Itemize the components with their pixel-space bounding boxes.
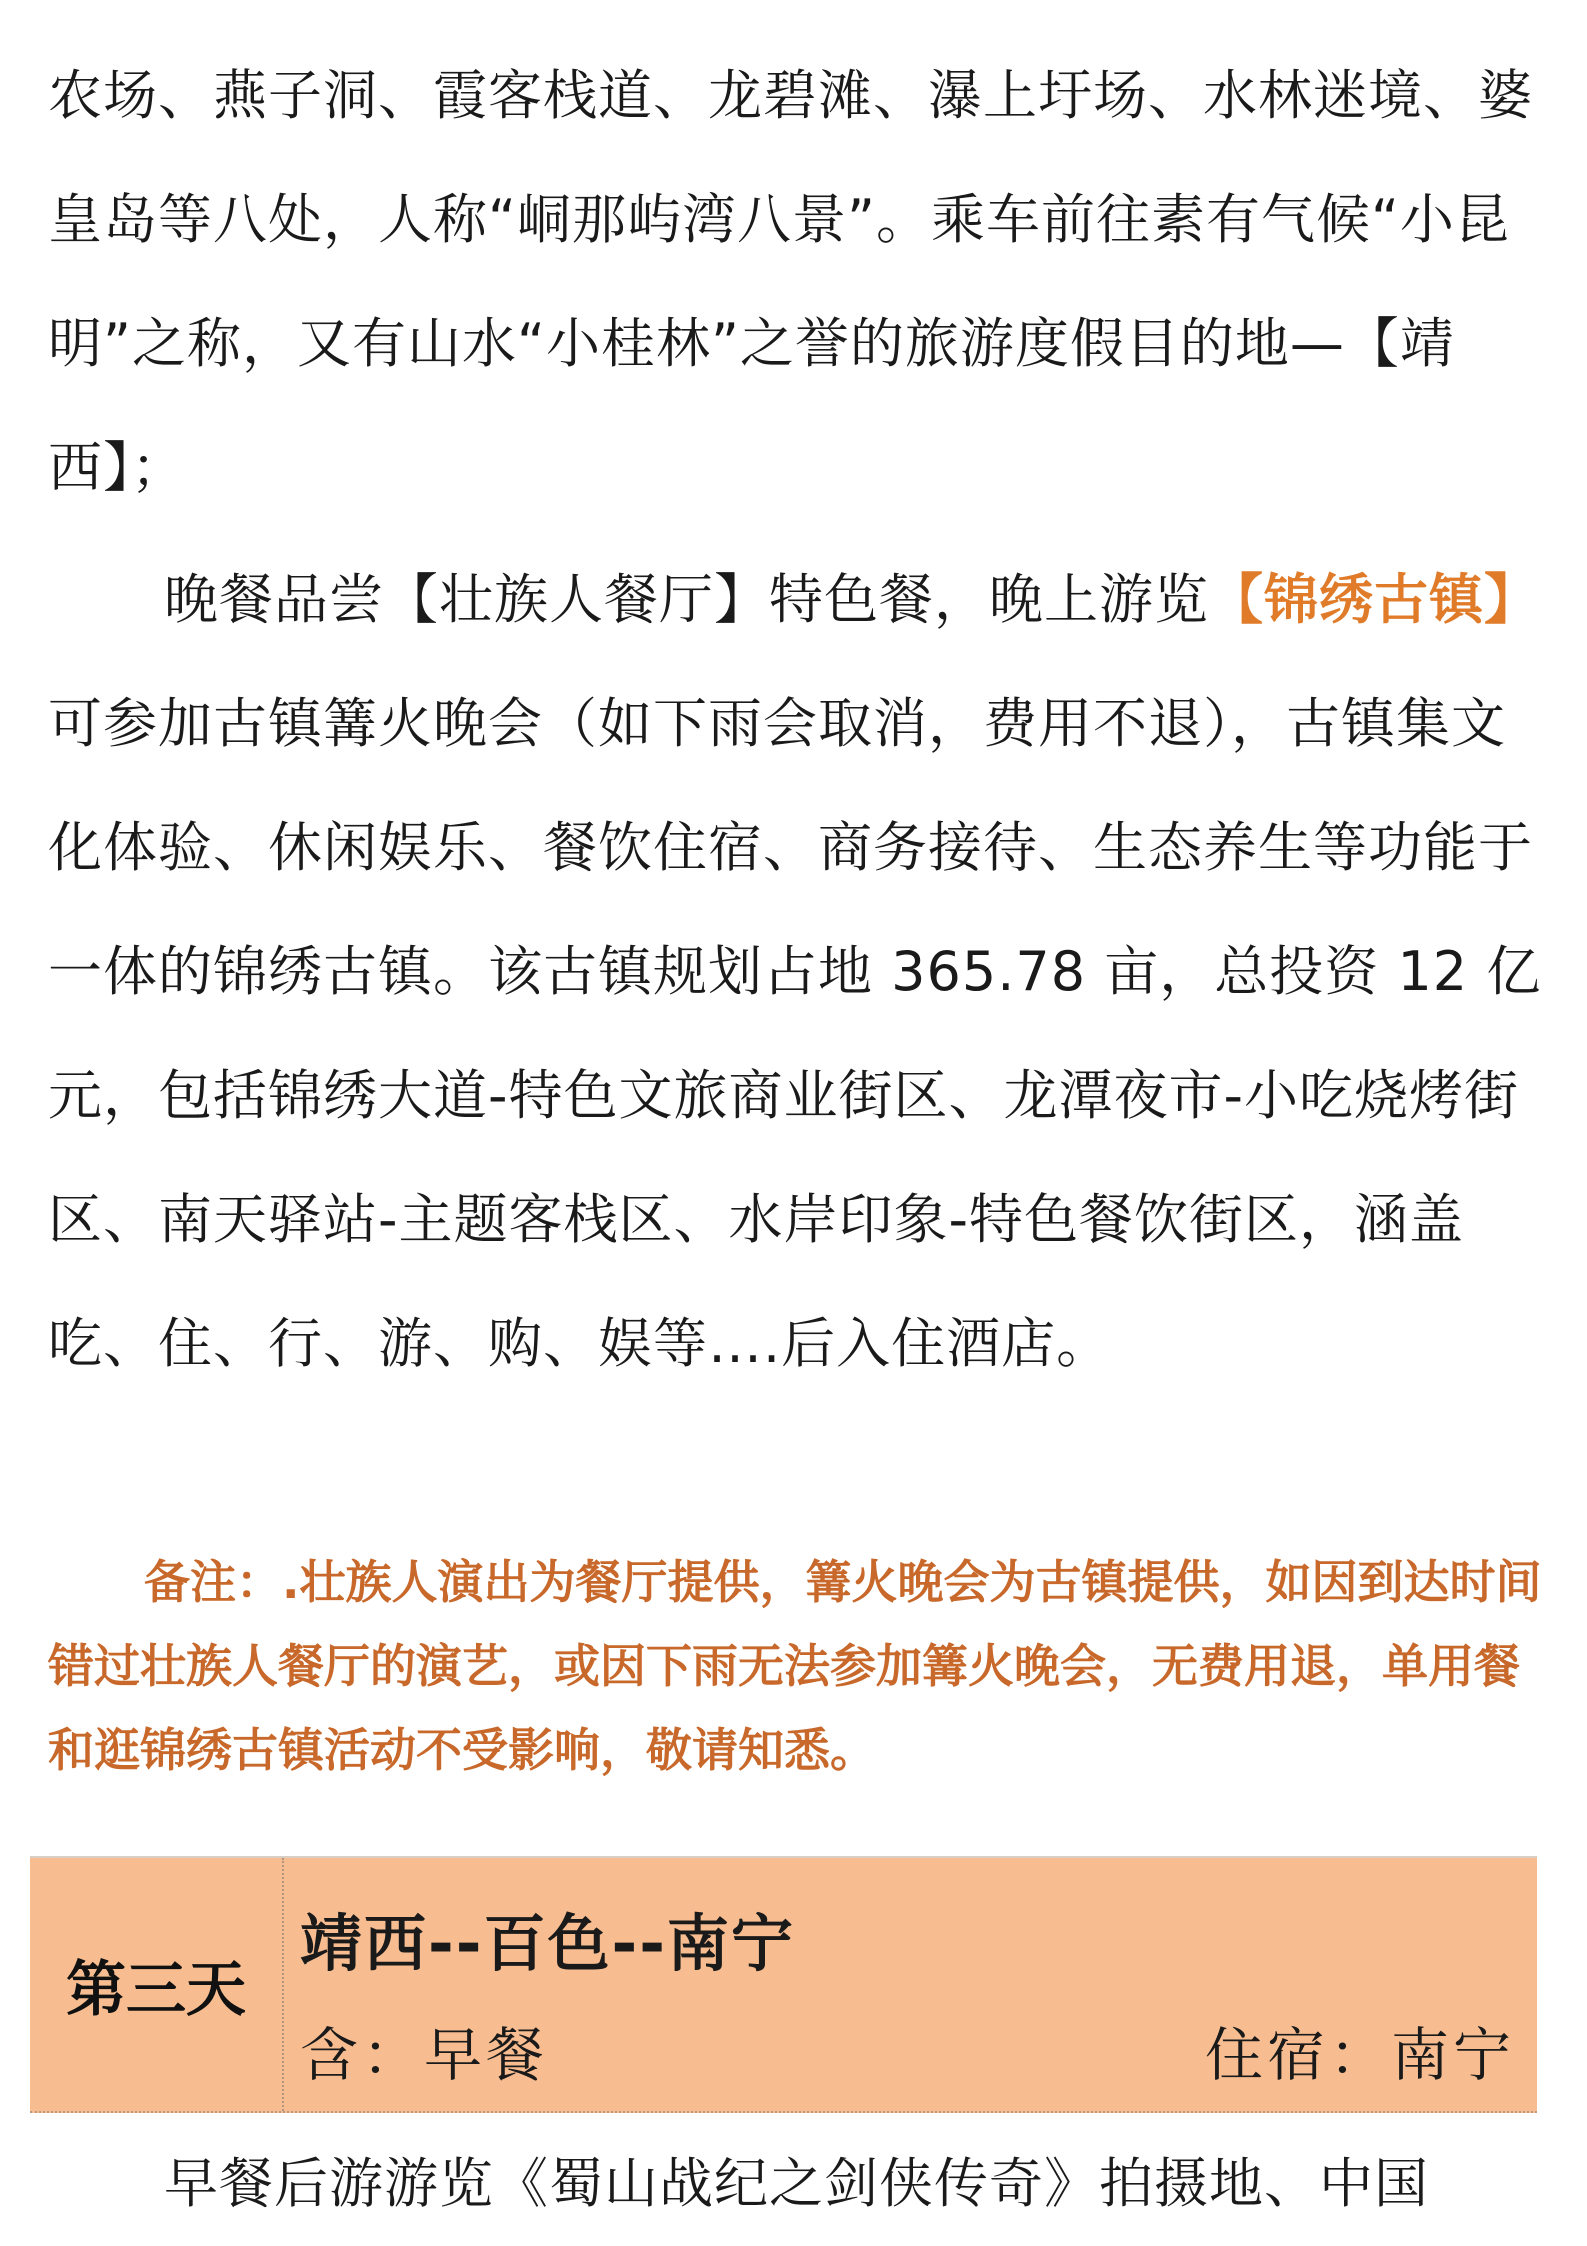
remark-note-text: 备注：.壮族人演出为餐厅提供，篝火晚会为古镇提供，如因到达时间错过壮族人餐厅的演艺，或因下雨无法参加篝火晚会，无费用退，单用餐和逛锦绣古镇活动不受影响，敬请知悉。 — [48, 1555, 1542, 1777]
day3-lodging: 住宿：南宁 — [1204, 2021, 1515, 2089]
evening-paragraph — [48, 538, 1548, 1406]
day3-label: 第三天 — [30, 1858, 284, 2111]
day3-intro-text: 早餐后游游览《蜀山战纪之剑侠传奇》拍摄地、中国 — [164, 2152, 1429, 2215]
day3-meals: 含：早餐 — [300, 2021, 549, 2089]
jinxiu-town-highlight: 【锦绣古镇】 — [1209, 568, 1539, 631]
remark-note — [48, 1540, 1548, 1792]
intro-text: 农场、燕子洞、霞客栈道、龙碧滩、瀑上圩场、水林迷境、婆皇岛等八处，人称“峒那屿湾八景”。乘车前往素有气候“小昆明”之称，又有山水“小桂林”之誉的旅游度假目的地—【靖西】； — [48, 64, 1533, 499]
day3-route: 靖西--百色--南宁 — [300, 1907, 795, 1980]
day3-header-box — [30, 1856, 1537, 2113]
intro-paragraph — [48, 34, 1548, 530]
evening-lead-text: 晚餐品尝【壮族人餐厅】特色餐，晚上游览 — [164, 568, 1209, 631]
evening-tail-text: 可参加古镇篝火晚会（如下雨会取消，费用不退），古镇集文化体验、休闲娱乐、餐饮住宿、商务接待、生态养生等功能于一体的锦绣古镇。该古镇规划占地 365.78 亩，总投资 12 亿元，包括锦绣大道-特色文旅商业街区、龙潭夜市-小吃烧烤街区、南天驿站-主题客栈区、水岸印象-特色餐饮街区，涵盖吃、住、行、游、购、娱等….后入住酒店。 — [48, 692, 1542, 1375]
day3-intro-paragraph — [48, 2122, 1548, 2246]
